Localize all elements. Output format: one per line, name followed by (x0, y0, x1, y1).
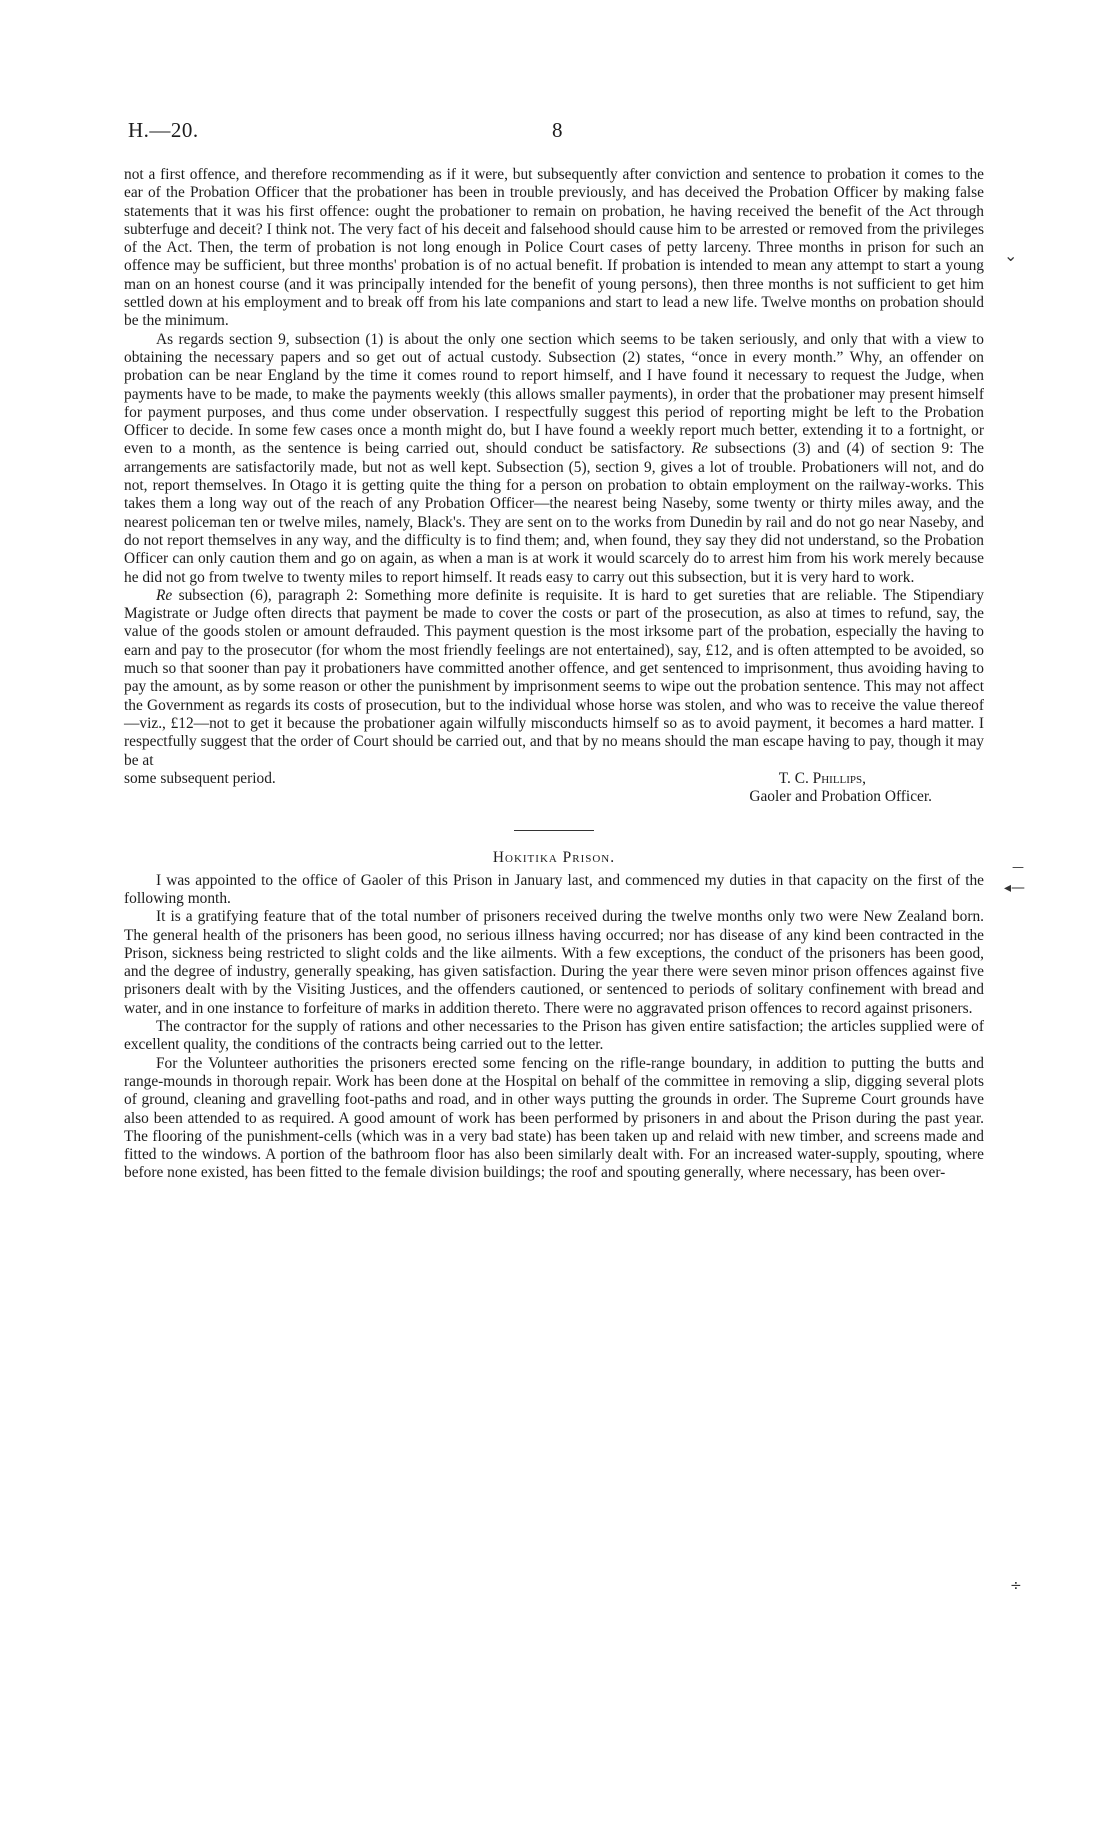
page-number: 8 (552, 118, 563, 142)
section-heading: Hokitika Prison. (492, 849, 616, 867)
paragraph-text: subsections (3) and (4) of section 9: The arrangements are satisfactorily made, but not as well kept. Subsection (5), section 9, gives a lot of trouble. Probationers will not, and do not, report themselves. In Otago it is getting quite the thing for a person on probation to obtain employment on the railway-works. This takes them a long way out of the reach of any Probation Officer—the nearest being Naseby, some twenty or thirty miles away, and the nearest policeman ten or twelve miles, namely, Black's. They are sent on to the works from Dunedin by rail and do not go near Naseby, and do not report themselves in any way, and the difficulty is to find them; and, when found, they say they did not understand, so the Probation Officer can only caution them and go on again, as when a man is at work it would scarcely do to arrest him from his work merely because he did not go from twelve to twenty miles to report himself. It reads easy to carry out this subsection, but it is very hard to work. (124, 440, 984, 586)
margin-dash-mark: — (1012, 860, 1024, 874)
margin-mark: ÷ (1010, 1578, 1022, 1594)
signature-title: Gaoler and Probation Officer. (749, 788, 932, 806)
margin-check-mark: ⌄ (1004, 246, 1018, 265)
re-label: Re (156, 586, 173, 604)
paragraph: It is a gratifying feature that of the total number of prisoners received during the twelve months only two were New Zealand born. The general health of the prisoners has been good, no serious illness having occurred; nor has disease of any kind been contracted in the Prison, sickness being restricted to slight colds and the like ailments. With a few exceptions, the conduct of the prisoners has been good, and the degree of industry, generally speaking, has given satisfaction. During the year there were seven minor prison offences against five prisoners dealt with by the Visiting Justices, and the offenders cautioned, or sentenced to periods of solitary confinement with bread and water, and in one instance to forfeiture of marks in addition thereto. There were no aggravated prison offences to record against prisoners. (124, 908, 984, 1017)
margin-arrow-mark: ◂— (1004, 880, 1026, 896)
paragraph: For the Volunteer authorities the prisoners erected some fencing on the rifle-range boundary, in addition to putting the butts and range-mounds in thorough repair. Work has been done at the Hospital on behalf of the committee in removing a slip, digging several plots of ground, cleaning and gravelling foot-paths and road, and in other ways putting the grounds in order. The Supreme Court grounds have also been attended to as required. A good amount of work has been performed by prisoners in and about the Prison during the past year. The flooring of the punishment-cells (which was in a very bad state) has been taken up and relaid with new timber, and screens made and fitted to the windows. A portion of the bathroom floor has also been similarly dealt with. For an increased water-supply, spouting, where before none existed, has been fitted to the female division buildings; the roof and spouting generally, where necessary, has been over- (124, 1054, 984, 1182)
document-body (124, 166, 984, 1183)
page-header (128, 118, 988, 146)
closing-text: some subsequent period. (124, 769, 276, 787)
paragraph-text: subsection (6), paragraph 2: Something more definite is requisite. It is hard to get sureties that are reliable. The Stipendiary Magistrate or Judge often directs that payment be made to cover the costs or part of the prosecution, as also at times to refund, say, the value of the goods stolen or amount defrauded. This payment question is the most irksome part of the probation, especially the having to earn and pay to the prosecutor (for whom the most friendly feelings are not entertained), say, £12, and is often attempted to be avoided, so much so that sooner than pay it probationers have committed another offence, and get sentenced to imprisonment, thus avoiding having to pay the amount, as by some reason or other the punishment by imprisonment seems to wipe out the probation sentence. This may not affect the Government as regards its costs of prosecution, but to the individual whose horse was stolen, and who was to receive the value thereof—viz., £12—not to get it because the probationer again wilfully misconducts himself so as to avoid payment, it becomes a hard matter. I respectfully suggest that the order of Court should be carried out, and that by no means should the man escape having to pay, though it may be at (124, 586, 984, 769)
paragraph (124, 331, 984, 587)
section-divider (514, 830, 594, 831)
paragraph: not a first offence, and therefore recommending as if it were, but subsequently after conviction and sentence to probation it comes to the ear of the Probation Officer that the probationer has been in trouble previously, and has deceived the Probation Officer by making false statements that it was his first offence: ought the probationer to remain on probation, he having received the benefit of the Act through subterfuge and deceit? I think not. The very fact of his deceit and falsehood should cause him to be arrested or removed from the privileges of the Act. Then, the term of probation is not long enough in Police Court cases of petty larceny. Three months in prison for such an offence may be sufficient, but three months' probation is of no actual benefit. If probation is intended to mean any attempt to start a young man on an honest course (and it was principally intended for the benefit of young persons), then three months is not sufficient to get him settled down at his employment and to break off from his late companions and start to lead a new life. Twelve months on probation should be the minimum. (124, 166, 984, 330)
signature-block (124, 770, 984, 807)
paragraph: The contractor for the supply of rations and other necessaries to the Prison has given entire satisfaction; the articles supplied were of excellent quality, the conditions of the contracts being carried out to the letter. (124, 1018, 984, 1054)
document-reference: H.—20. (128, 118, 199, 142)
signature-name: T. C. Phillips, (778, 769, 866, 787)
paragraph-text: As regards section 9, subsection (1) is about the only one section which seems to be taken seriously, and only that with a view to obtaining the necessary papers and so get out of actual custody. Subsection (2) states, “once in every month.” Why, an offender on probation can be near England by the time it comes round to report himself, and I have found it necessary to request the Judge, when payments have to be made, to make the payments weekly (this allows smaller payments), in order that the probationer may present himself for payment purposes, and thus come under observation. I respectfully suggest this period of reporting might be left to the Probation Officer to decide. In some few cases once a month might do, but I have found a weekly report much better, extending it to a fortnight, or even to a month, as the sentence is being carried out, should conduct be satisfactory. (124, 330, 984, 458)
paragraph (124, 587, 984, 770)
paragraph: I was appointed to the office of Gaoler of this Prison in January last, and commenced my duties in that capacity on the first of the following month. (124, 871, 984, 907)
re-label: Re (691, 440, 708, 458)
